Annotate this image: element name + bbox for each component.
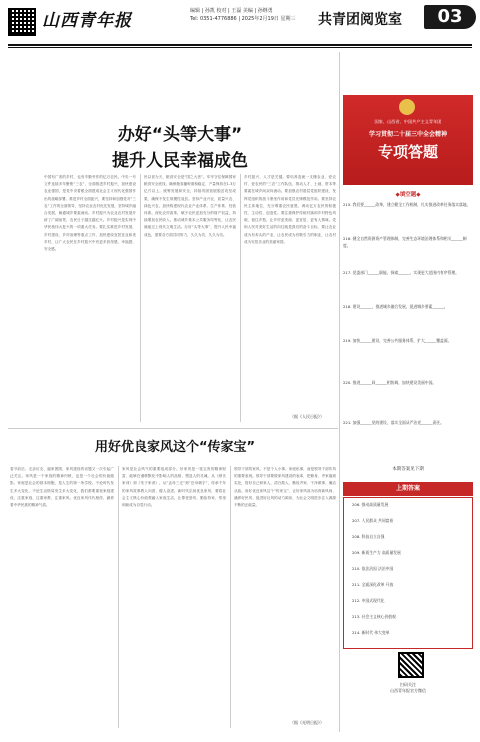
- column-rule: [230, 466, 231, 728]
- footer-caption: [343, 682, 473, 694]
- quiz-item: 220. 推进______同______相协调，加快建设美丽中国。: [343, 380, 437, 385]
- article2-headline: 用好优良家风这个“传家宝”: [94, 440, 256, 455]
- quiz-item: 215. 我们要______改革，建立健全工作机制，扎实推进改革任务落实落地。: [343, 202, 471, 207]
- footer-caption-2: 山西青年报官方微信: [390, 688, 426, 693]
- answer-item: 208. 科技自立自强: [352, 534, 385, 539]
- quiz-item: 218. 建设______，推进城乡融合发展，促进城乡要素______。: [343, 304, 448, 309]
- article1-col3: 乡村振兴，人才是关键。要培养造就一支懂农业、爱农村、爱农民的“三农”工作队伍，推动人才、土地、资本等要素在城乡间双向流动。要加强农村基层党组织建设，发挥党组织的战斗堡垒作用和党员先锋模范作用。要坚持农民主体地位，充分尊重农民意愿，调动亿万农民的积极性、主动性、创造性。要注重保护传统村落和乡村特色风貌，留住乡愁，让乡村更美丽、更宜居，更有人情味。党和人民对美好生活的向往就是我们的奋斗目标，要让农业成为有奔头的产业，让农民成为有吸引力的职业，让农村成为安居乐业的美丽家园。: [244, 175, 336, 244]
- article1-col1: 中国有广袤的乡村，也有辛勤劳作的亿万农民。中央一号文件连续多年聚焦“三农”，全面推进乡村振兴，加快建设农业强国，是党中央着眼全面建成社会主义现代化强国作出的战略部署。推进乡村全面振兴，要坚持和加强党对“三农”工作的全面领导，坚持农业农村优先发展，坚持城乡融合发展，畅通城乡要素流动。乡村振兴为农业农村发展开辟了广阔前景，农民日子越过越红火。乡村振兴是实现中华民族伟大复兴的一项重大任务。要扎实推进乡村发展、乡村建设、乡村治理等重点工作，加快建设宜居宜业和美乡村，让广大农民在乡村振兴中有更多获得感、幸福感、安全感。: [44, 175, 136, 252]
- article2-col1: 春节前后，走亲访友、阖家团圆，家风建设的话题又一次引起广泛关注。家风是一个家庭的精神内核，也是一个社会的价值缩影。家庭是社会的基本细胞，是人生的第一所学校。不论时代发生多大变化，不论生活格局发生多大变化，我们都要重视家庭建设，注重家庭、注重家教、注重家风。优良家风代代相传，涵养着中华民族的精神气质。: [10, 467, 114, 508]
- quiz-item: 217. 党委部门______职能、探索______，实现更大范围内有序管理。: [343, 270, 459, 275]
- promo-line2: 学习贯彻二十届三中全会精神: [368, 131, 447, 138]
- article1-headline-1: 办好“头等大事”: [117, 125, 243, 145]
- article1-headline-2: 提升人民幸福成色: [112, 151, 248, 171]
- answer-item: 211. 全面深化改革 开放: [352, 582, 394, 587]
- answer-note: 本期答案见下期: [392, 467, 424, 472]
- column-rule: [140, 174, 141, 422]
- footer-qr-code: [398, 652, 424, 678]
- prev-answers-heading: 上期答案: [343, 482, 473, 496]
- quiz-item: 221. 加强______党的建设，落实全面从严治党______责任。: [343, 420, 444, 425]
- article2-col2: 家风是社会风气的重要组成部分。好家风是一笔宝贵的精神财富，能够在潜移默化中影响人的品格，塑造人的灵魂。从《颜氏家训》到《朱子家训》，从“孟母三迁”到“岳母刺字”，传承千年的家风故事教人向善、催人奋进。新时代弘扬优良家风，要将社会主义核心价值观融入家庭生活，让尊老爱幼、勤俭持家、邻里和睦成为自觉行动。: [122, 467, 226, 508]
- quiz-item: 219. 加快______建设，完善公共服务体系，扩大______覆盖面。: [343, 338, 452, 343]
- header-rule: [8, 44, 472, 46]
- column-rule: [118, 466, 119, 728]
- party-emblem-icon: [399, 99, 415, 115]
- section-divider: [8, 428, 338, 429]
- promo-title: 专项答题: [377, 143, 438, 161]
- header-meta: [190, 7, 295, 23]
- article1-col2: 民以食为天，粮食安全是“国之大者”。牢牢守住保障国家粮食安全底线，确保粮食播种面积稳定、产量保持在1.3万亿斤以上。统筹发展和安全，持续巩固拓展脱贫攻坚成果，确保不发生规模性返贫。坚持产业兴农、质量兴农、绿色兴农，加快构建现代农业产业体系、生产体系、经营体系。深化农村改革，赋予农民更加充分的财产权益，持续增加农民收入。推动城乡基本公共服务均等化，让农民就地过上现代文明生活。办好“头等大事”，提升人民幸福成色，需要各方面共同努力，久久为功，久久为功。: [144, 175, 236, 237]
- answer-item: 209. 新质生产力 高质量发展: [352, 550, 401, 555]
- answer-item: 210. 依法治国 法治中国: [352, 566, 394, 571]
- header-rule-thin: [8, 47, 472, 48]
- quiz-promo-banner: [343, 95, 473, 185]
- answer-item: 213. 社会主义核心价值观: [352, 614, 396, 619]
- answer-item: 214. 新时代 伟大变革: [352, 630, 390, 635]
- column-rule: [240, 174, 241, 422]
- qr-code: [8, 8, 36, 36]
- article2-source: （据《光明日报》）: [290, 720, 324, 725]
- meta-editors: 编辑 | 孙凯 校对 | 王磊 美编 | 孙继勇: [190, 8, 273, 14]
- page-number: 03: [424, 5, 476, 29]
- meta-date: Tel: 0351-4776886 | 2025年2月19日 星期三: [190, 16, 296, 22]
- promo-line1: 国家、山西省、中国共产主义青年团: [374, 119, 442, 124]
- article1-source: （据《人民日报》）: [290, 414, 324, 419]
- footer-caption-1: 扫码关注: [400, 682, 416, 687]
- article2-col3: 领导干部的家风，不是个人小事、家庭私事，而是领导干部作风的重要表现。领导干部要做家风建设的表率，把修身、齐家落到实处，管好自己和家人，清白做人、勤俭齐家、干净做事、廉洁从政。用好优良家风这个“传家宝”，让好家风成为培育新风尚、涵养好民风、促进好社风的动力源泉，为社会文明进步注入源源不断的正能量。: [234, 467, 336, 508]
- answer-item: 206. 推动高质量发展: [352, 502, 389, 507]
- answer-item: 207. 人民群众 共同富裕: [352, 518, 394, 523]
- section-title: 共青团阅览室: [318, 12, 402, 28]
- quiz-item: 216. 健全自然资源资产管理体制，完善生态环境治理体系和相关______制度。: [343, 236, 467, 248]
- answer-item: 212. 中国式现代化: [352, 598, 385, 603]
- masthead-logo: 山西青年报: [42, 11, 132, 31]
- right-column-rule: [339, 52, 340, 732]
- quiz-heading: ◆填空题◆: [395, 192, 421, 198]
